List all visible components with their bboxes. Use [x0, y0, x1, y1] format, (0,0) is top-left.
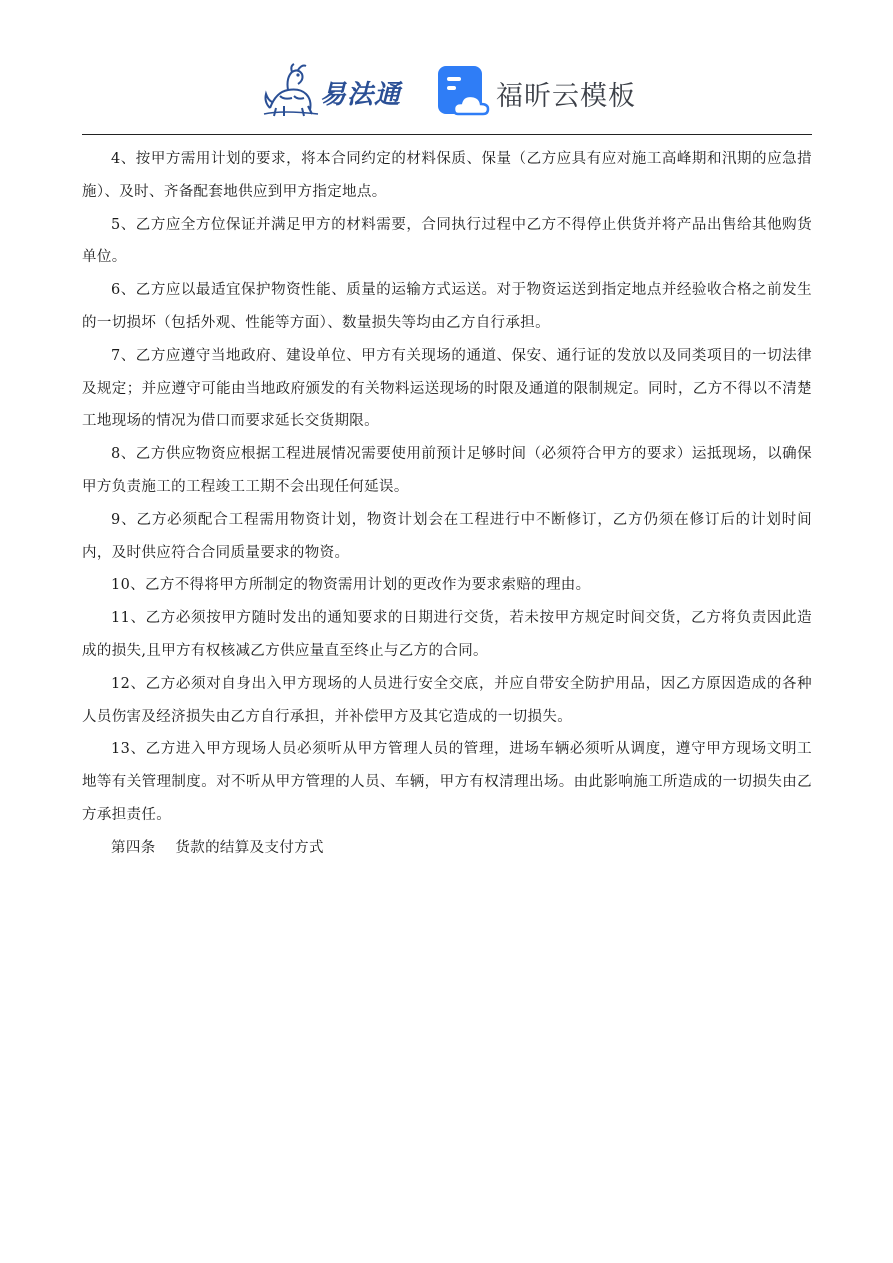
yifatong-logo — [262, 62, 414, 118]
fuxin-logo-text: 福昕云模板 — [496, 81, 636, 112]
clause-9: 9、乙方必须配合工程需用物资计划，物资计划会在工程进行中不断修订，乙方仍须在修订后的计划时间内，及时供应符合合同质量要求的物资。 — [82, 511, 812, 561]
clause-4: 4、按甲方需用计划的要求，将本合同约定的材料保质、保量（乙方应具有应对施工高峰期和汛期的应急措施）、及时、齐备配套地供应到甲方指定地点。 — [82, 151, 812, 200]
clause-12: 12、乙方必须对自身出入甲方现场的人员进行安全交底，并应自带安全防护用品，因乙方原因造成的各种人员伤害及经济损失由乙方自行承担，并补偿甲方及其它造成的一切损失。 — [82, 675, 812, 725]
clause-5: 5、乙方应全方位保证并满足甲方的材料需要，合同执行过程中乙方不得停止供货并将产品出售给其他购货单位。 — [82, 216, 812, 266]
document-body — [82, 143, 812, 865]
clause-10: 10、乙方不得将甲方所制定的物资需用计划的更改作为要求索赔的理由。 — [111, 577, 591, 594]
yifatong-logo-text: 易法通 — [320, 80, 402, 110]
clause-7: 7、乙方应遵守当地政府、建设单位、甲方有关现场的通道、保安、通行证的发放以及同类项目的一切法律及规定；并应遵守可能由当地政府颁发的有关物料运送现场的时限及通道的限制规定。同时，乙方不得以不清楚工地现场的情况为借口而要求延长交货期限。 — [82, 347, 812, 430]
qilin-horse-icon — [262, 62, 322, 118]
page-header — [0, 58, 893, 124]
cloud-document-icon — [436, 64, 490, 118]
clause-6: 6、乙方应以最适宜保护物资性能、质量的运输方式运送。对于物资运送到指定地点并经验收合格之前发生的一切损坏（包括外观、性能等方面）、数量损失等均由乙方自行承担。 — [82, 282, 812, 331]
clause-13: 13、乙方进入甲方现场人员必须听从甲方管理人员的管理，进场车辆必须听从调度，遵守甲方现场文明工地等有关管理制度。对不听从甲方管理的人员、车辆，甲方有权清理出场。由此影响施工所造成的一切损失由乙方承担责任。 — [82, 741, 812, 823]
header-divider — [82, 134, 812, 135]
clause-11: 11、乙方必须按甲方随时发出的通知要求的日期进行交货，若未按甲方规定时间交货，乙方将负责因此造成的损失,且甲方有权核减乙方供应量直至终止与乙方的合同。 — [82, 610, 812, 659]
fuxin-cloud-logo — [436, 64, 636, 118]
section-heading-article-4: 第四条 货款的结算及支付方式 — [111, 839, 324, 856]
clause-8: 8、乙方供应物资应根据工程进展情况需要使用前预计足够时间（必须符合甲方的要求）运抵现场，以确保甲方负责施工的工程竣工工期不会出现任何延误。 — [82, 446, 812, 495]
